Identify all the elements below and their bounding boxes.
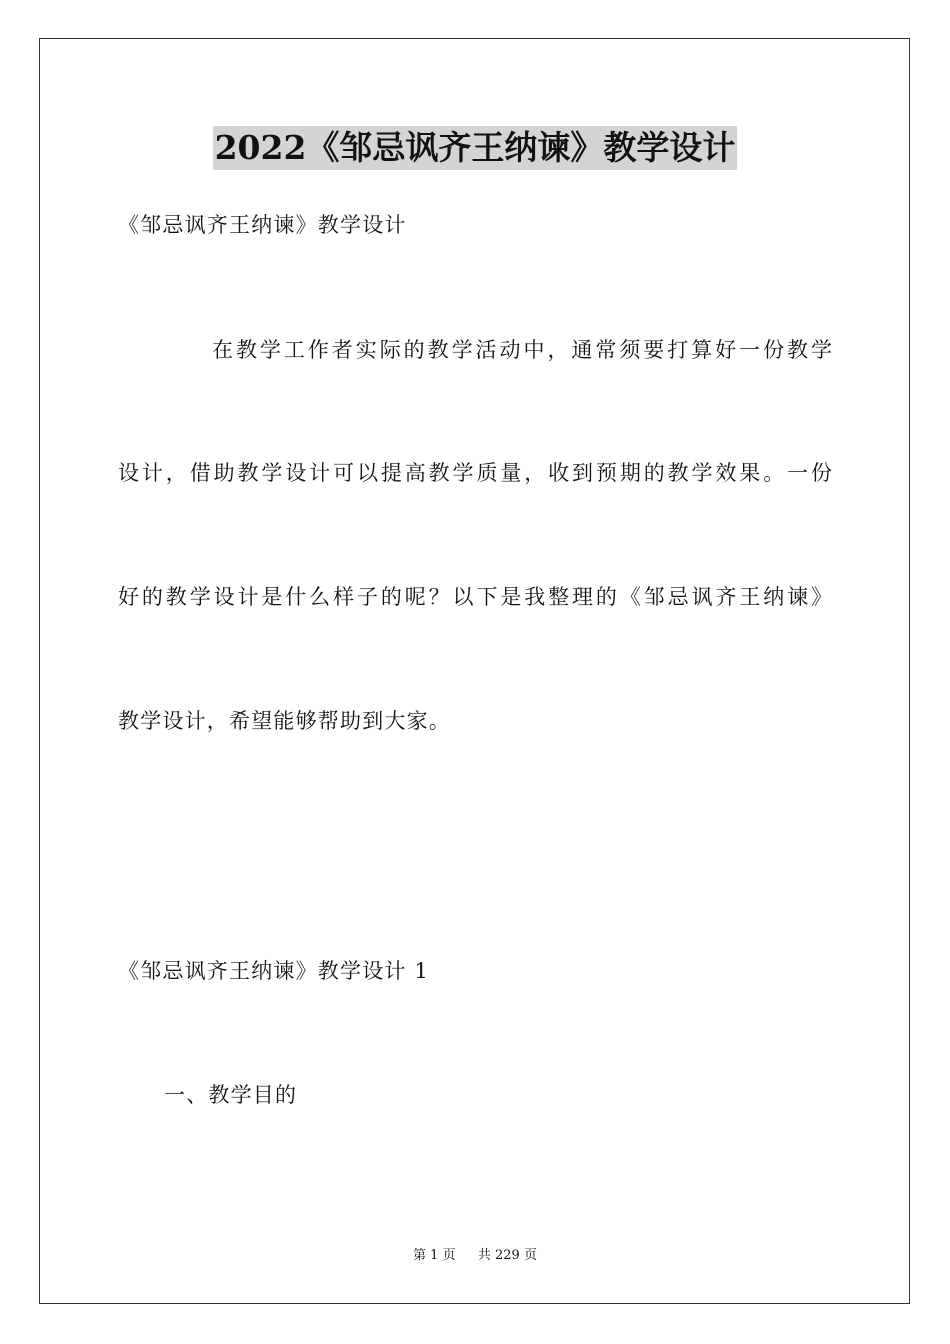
- intro-line-3: 好的教学设计是什么样子的呢？以下是我整理的《邹忌讽齐王纳谏》: [118, 585, 832, 609]
- intro-line-4: 教学设计，希望能够帮助到大家。: [118, 709, 451, 733]
- intro-line-1: 在教学工作者实际的教学活动中，通常须要打算好一份教学: [212, 338, 832, 362]
- document-title: [0, 126, 950, 170]
- page-footer: [0, 1247, 950, 1265]
- document-subtitle: 《邹忌讽齐王纳谏》教学设计: [118, 213, 407, 237]
- page-number: 第 1 页: [413, 1248, 456, 1263]
- intro-line-2: 设计，借助教学设计可以提高教学质量，收到预期的教学效果。一份: [118, 461, 832, 485]
- subsection-heading: 一、教学目的: [164, 1083, 298, 1107]
- page-total: 共 229 页: [477, 1248, 537, 1263]
- section-heading: 《邹忌讽齐王纳谏》教学设计 1: [118, 959, 430, 983]
- document-title-text: 2022《邹忌讽齐王纳谏》教学设计: [213, 126, 738, 170]
